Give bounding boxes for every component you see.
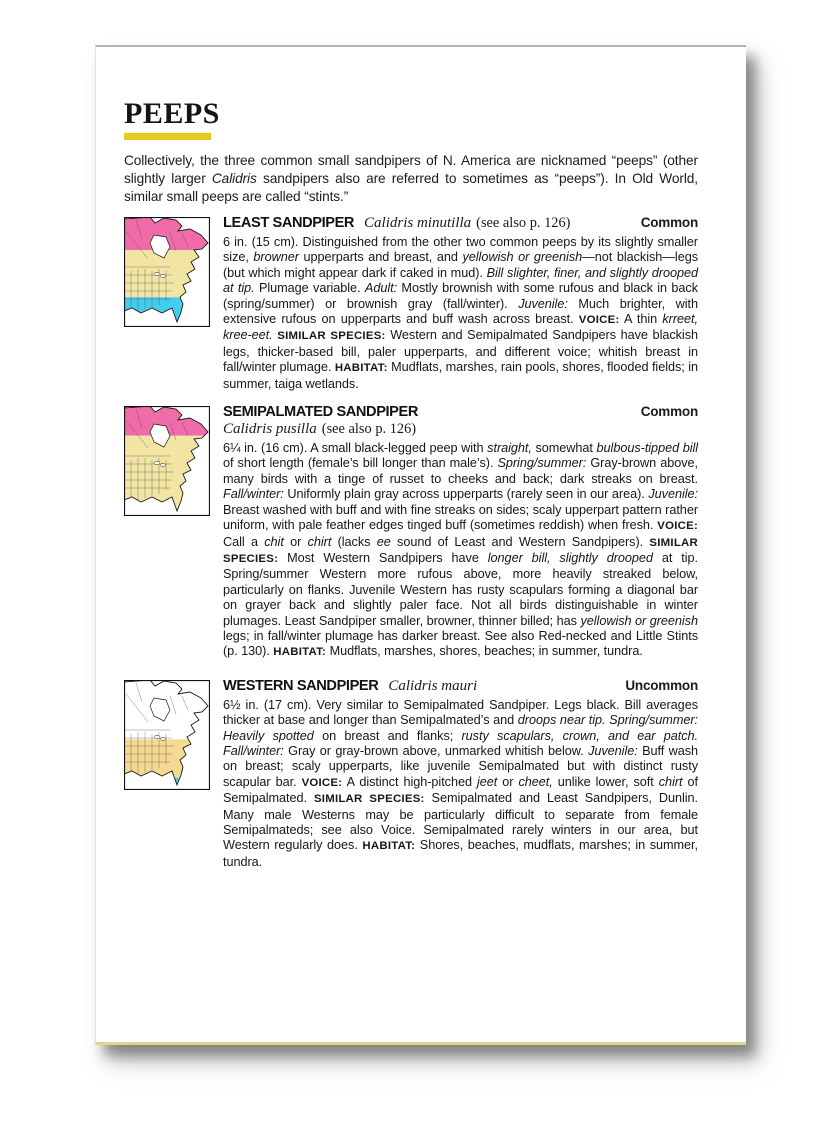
species-scientific-name: Calidris pusilla xyxy=(223,421,317,438)
species-status: Common xyxy=(640,215,698,230)
species-page-note: (see also p. 126) xyxy=(476,215,571,231)
species-text-column xyxy=(223,404,698,661)
intro-paragraph: Collectively, the three common small sandpipers of N. America are nicknamed “peeps” (other slightly larger Calidris sandpipers also are referred to sometimes as “peeps”). In Old World, similar small peeps are called “stints.” xyxy=(124,153,698,204)
species-scientific-name: Calidris minutilla xyxy=(364,215,472,231)
species-entry-western-sandpiper xyxy=(124,678,698,870)
page-title: PEEPS xyxy=(124,97,220,130)
species-status: Common xyxy=(640,404,698,420)
species-entry-least-sandpiper xyxy=(124,215,698,392)
range-map xyxy=(124,217,210,327)
species-description: 6½ in. (17 cm). Very similar to Semipalmated Sandpiper. Legs black. Bill averages thicker at base and longer than Semipalmated’s and droops near tip. Spring/summer: Heavily spotted on breast and flanks; rusty scapulars, crown, and ear patch. Fall/winter: Gray or gray-brown above, unmarked whitish below. Juvenile: Buff wash on breast; scaly upperparts, like juvenile Semipalmated but with distinct rusty scapular bar. VOICE: A distinct high-pitched jeet or cheet, unlike lower, soft chirt of Semipalmated. SIMILAR SPECIES: Semipalmated and Least Sandpipers, Dunlin. Many male Westerns may be particularly difficult to separate from female Semipalmateds; see also Voice. Semipalmated rarely winters in our area, but Western regularly does. HABITAT: Shores, beaches, mudflats, marshes; in summer, tundra. xyxy=(223,697,699,869)
species-header xyxy=(223,678,698,695)
map-column xyxy=(124,678,210,790)
map-column xyxy=(124,215,210,327)
range-map xyxy=(124,680,210,790)
species-name: SEMIPALMATED SANDPIPER xyxy=(223,404,418,421)
species-scientific-name: Calidris mauri xyxy=(388,677,478,694)
map-column xyxy=(124,404,210,516)
species-entry-semipalmated-sandpiper xyxy=(124,404,698,661)
species-status: Uncommon xyxy=(625,677,698,693)
species-name: WESTERN SANDPIPER xyxy=(223,677,379,694)
page-content xyxy=(96,47,746,870)
species-page-note: (see also p. 126) xyxy=(321,421,417,438)
species-header xyxy=(223,215,698,232)
species-name: LEAST SANDPIPER xyxy=(223,215,355,231)
title-underline xyxy=(124,133,211,140)
species-header-line2 xyxy=(223,421,698,438)
species-text-column xyxy=(223,678,698,870)
book-page xyxy=(95,45,746,1045)
range-map xyxy=(124,406,210,516)
species-text-column xyxy=(223,215,698,392)
species-description: 6 in. (15 cm). Distinguished from the other two common peeps by its slightly smaller size, browner upperparts and breast, and yellowish or greenish—not blackish—legs (but which might appear dark if caked in mud). Bill slighter, finer, and slightly drooped at tip. Plumage variable. Adult: Mostly brownish with some rufous and black in back (spring/summer) or brownish gray (fall/winter). Juvenile: Much brighter, with extensive rufous on upperparts and buff wash across breast. VOICE: A thin krreet, kree-eet. SIMILAR SPECIES: Western and Semipalmated Sandpipers have blackish legs, thicker-based bill, paler upperparts, and different voice; whitish breast in fall/winter plumage. HABITAT: Mudflats, marshes, rain pools, shores, flooded fields; in summer, taiga wetlands. xyxy=(223,235,699,391)
species-description: 6¼ in. (16 cm). A small black-legged peep with straight, somewhat bulbous-tipped bill of short length (female’s bill longer than male’s). Spring/summer: Gray-brown above, many birds with a tinge of russet to cheeks and back; dark streaks on breast. Fall/winter: Uniformly plain gray across upperparts (rarely seen in our area). Juvenile: Breast washed with buff and with fine streaks on sides; scaly upperpart pattern rather uniform, with pale feather edges tinged buff (sometimes reddish) when fresh. VOICE: Call a chit or chirt (lacks ee sound of Least and Western Sandpipers). SIMILAR SPECIES: Most Western Sandpipers have longer bill, slightly drooped at tip. Spring/summer Western more rufous above, more heavily streaked below, particularly on flanks. Juvenile Western has rusty scapulars forming a diagonal bar on grayer back and slightly paler face. Not all birds distinguishable in winter plumages. Least Sandpiper smaller, browner, thinner billed; has yellowish or greenish legs; in fall/winter plumage has darker breast. See also Red-necked and Little Stints (p. 130). HABITAT: Mudflats, marshes, shores, beaches; in summer, tundra. xyxy=(223,441,699,659)
species-header xyxy=(223,404,698,420)
